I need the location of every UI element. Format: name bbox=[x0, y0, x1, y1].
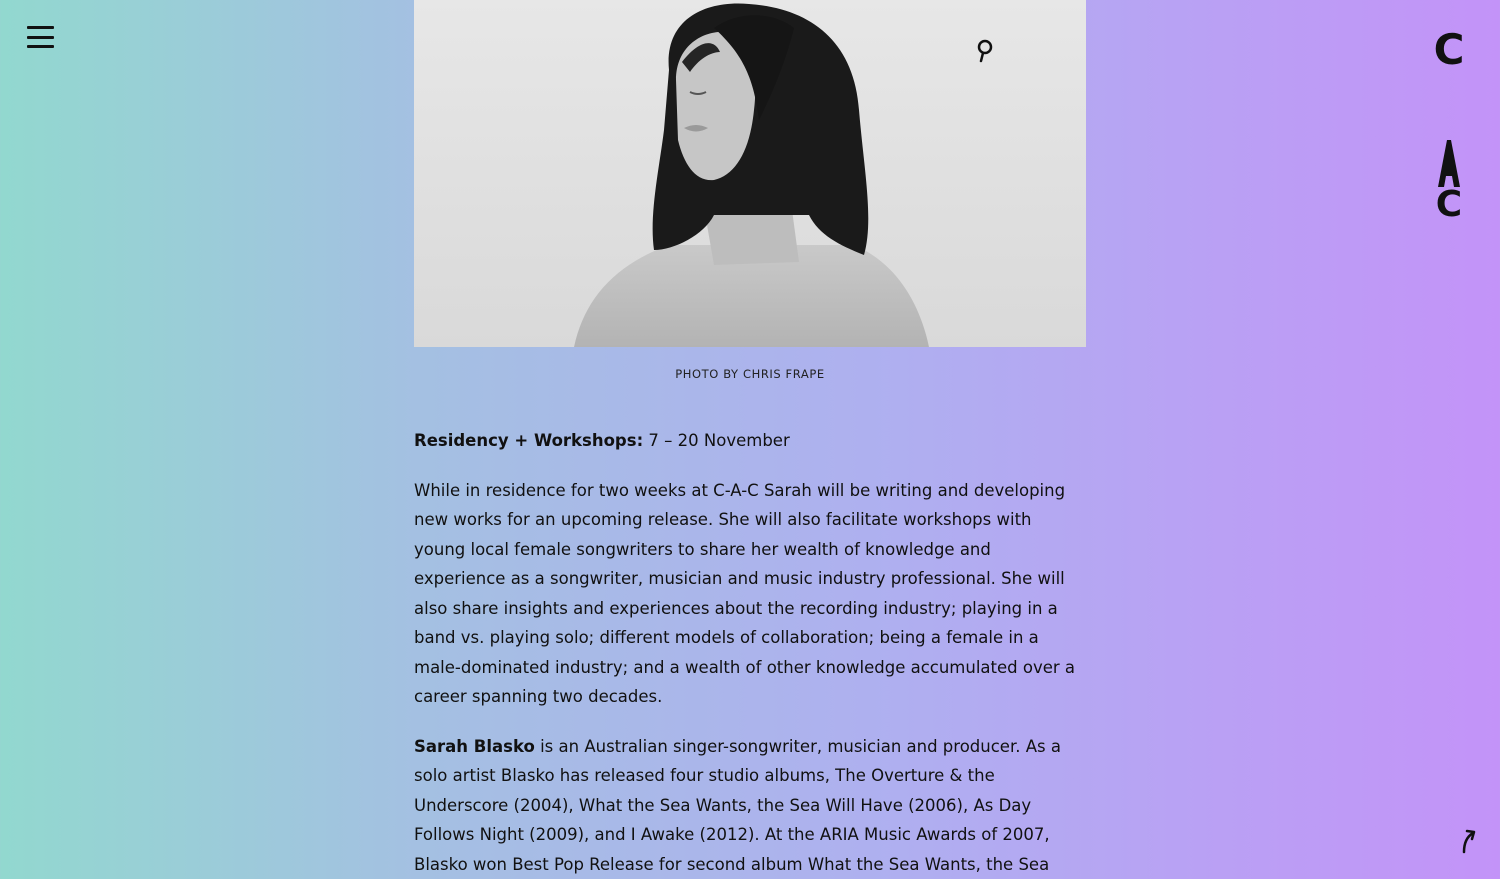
hamburger-menu-icon[interactable] bbox=[27, 26, 54, 48]
artist-name: Sarah Blasko bbox=[414, 737, 535, 756]
logo-letter-c-top: C bbox=[1434, 26, 1465, 74]
artist-bio: is an Australian singer-songwriter, musician and producer. As a solo artist Blasko has released four studio albums, The Overture & the Underscore (2004), What the Sea Wants, the Sea Will Have (2006), As Day Follows Night (2009), and I Awake (2012). At the ARIA Music Awards of 2007, Blasko won Best Pop Release for second album What the Sea Wants, the Sea bbox=[414, 737, 1061, 874]
body-paragraph-1: While in residence for two weeks at C-A-C Sarah will be writing and developing new works for an upcoming release. She will also facilitate workshops with young local female songwriters to share her wealth of knowledge and experience as a songwriter, musician and music industry professional. She will also share insights and experiences about the recording industry; playing in a band vs. playing solo; different models of collaboration; being a female in a male-dominated industry; and a wealth of other knowledge accumulated over a career spanning two decades. bbox=[414, 476, 1086, 712]
photo-caption: PHOTO BY CHRIS FRAPE bbox=[414, 367, 1086, 381]
article-main bbox=[414, 0, 1086, 879]
body-paragraph-2 bbox=[414, 732, 1086, 879]
residency-line bbox=[414, 426, 1086, 456]
residency-label: Residency + Workshops: bbox=[414, 431, 643, 450]
cac-logo[interactable] bbox=[1428, 26, 1470, 226]
search-icon[interactable] bbox=[975, 38, 995, 64]
logo-letter-c-bottom: C bbox=[1436, 184, 1462, 221]
logo-letter-a bbox=[1438, 140, 1460, 187]
residency-dates: 7 – 20 November bbox=[648, 431, 789, 450]
arrow-up-icon[interactable] bbox=[1456, 826, 1480, 854]
